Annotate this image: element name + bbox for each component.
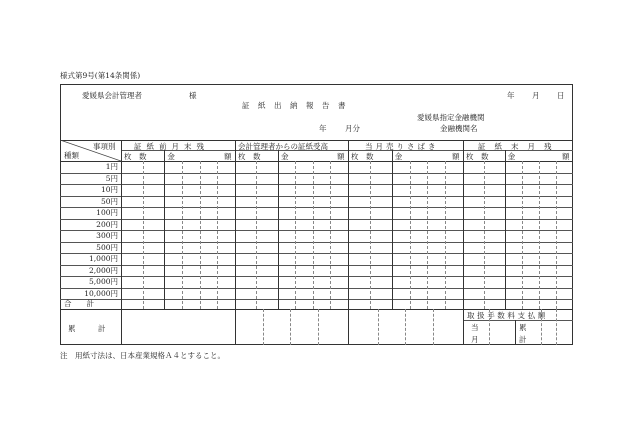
row-line [60,288,573,289]
column-group-2: 会計管理者からの証紙受高 [238,142,328,151]
denomination-label: 10,000円 [84,288,118,298]
denomination-label: 1,000円 [89,254,118,263]
addressee: 愛媛県会計管理者 [82,91,142,100]
digit-guide [378,309,379,345]
digit-guide [539,161,540,309]
report-title: 証 紙 出 納 報 告 書 [242,101,346,110]
header-bottom-line [60,161,573,162]
corner-header-bottom: 種類 [64,151,79,160]
corner-header-top: 事項別 [93,142,116,151]
count-subheader: 枚 数 [238,152,261,161]
column-group-1: 証紙前月末残 [134,142,209,151]
institution-name-label: 金融機関名 [440,124,478,133]
digit-guide [290,309,291,345]
digit-guide [484,161,485,309]
footer-note: 注 用紙寸法は、日本産業規格Ａ４とすること。 [60,351,225,360]
digit-guide [295,161,296,309]
digit-guide [182,161,183,309]
denomination-label: 100円 [96,208,118,217]
digit-guide [445,161,446,309]
digit-guide [556,309,557,345]
fee-this-month-2: 月 [471,335,479,344]
cumulative-divider [235,309,236,345]
digit-guide [318,309,319,345]
row-line [60,265,573,266]
date-day: 日 [557,91,565,100]
digit-guide [143,161,144,309]
denomination-label: 200円 [96,219,118,229]
digit-guide [410,161,411,309]
date-month: 月 [532,91,540,100]
amount-subheader-right: 額 [224,152,232,161]
amount-subheader-left: 金 [280,152,289,161]
amount-subheader-left: 金 [394,152,403,161]
row-line [60,219,573,220]
digit-guide [330,161,331,309]
column-group-4: 証紙末月残 [478,142,561,151]
amount-subheader-right: 額 [562,152,570,161]
table-top-line [60,140,573,141]
count-amount-divider [505,150,506,309]
fee-divider [515,320,516,345]
total-row-label: 合 計 [64,299,94,308]
count-amount-divider [164,150,165,309]
denomination-label: 10円 [100,185,118,194]
date-year: 年 [507,91,515,100]
column-group-3: 当月売りさばき [365,142,439,151]
denomination-label: 2,000円 [89,265,118,275]
digit-guide [263,309,264,345]
row-line [60,196,573,197]
digit-guide [556,161,557,309]
row-line [60,173,573,174]
row-line [60,299,573,300]
count-subheader: 枚 数 [351,152,374,161]
digit-guide [217,161,218,309]
cumulative-divider [348,309,349,345]
count-amount-divider [278,150,279,309]
denomination-label: 1円 [105,162,118,171]
fee-cumulative-2: 計 [519,335,527,344]
amount-subheader-right: 額 [452,152,460,161]
period-year: 年 [319,124,327,133]
denomination-label: 300円 [96,231,118,240]
fee-cumulative-1: 累 [519,323,527,332]
fee-header: 取扱手数料支払額 [467,311,548,320]
digit-guide [200,161,201,309]
digit-guide [433,309,434,345]
row-line [60,253,573,254]
denomination-label: 50円 [100,196,118,206]
total-bottom-line [60,309,573,310]
row-line [60,184,573,185]
digit-guide [427,161,428,309]
amount-subheader-left: 金 [167,152,175,161]
count-subheader: 枚 数 [466,152,489,161]
amount-subheader-left: 金 [507,152,516,161]
count-subheader: 枚 数 [124,152,147,161]
row-line [60,207,573,208]
period-month: 月分 [345,124,360,133]
digit-guide [313,161,314,309]
row-line [60,230,573,231]
digit-guide [522,161,523,309]
amount-subheader-right: 額 [337,152,345,161]
honorific: 様 [189,91,197,100]
row-line [60,242,573,243]
group-boundary [121,140,122,345]
denomination-label: 500円 [96,242,118,252]
digit-guide [256,161,257,309]
digit-guide [405,309,406,345]
denomination-label: 5円 [105,173,118,183]
row-line [60,276,573,277]
denomination-label: 5,000円 [89,277,118,286]
cumulative-divider [463,309,464,345]
form-number: 様式第9号(第14条関係) [60,71,141,80]
designated-institution-label: 愛媛県指定金融機関 [417,113,485,122]
count-amount-divider [392,150,393,309]
fee-this-month-1: 当 [471,323,479,332]
report-form-frame [60,84,573,345]
digit-guide [370,161,371,309]
cumulative-row-label: 累 計 [68,324,106,333]
